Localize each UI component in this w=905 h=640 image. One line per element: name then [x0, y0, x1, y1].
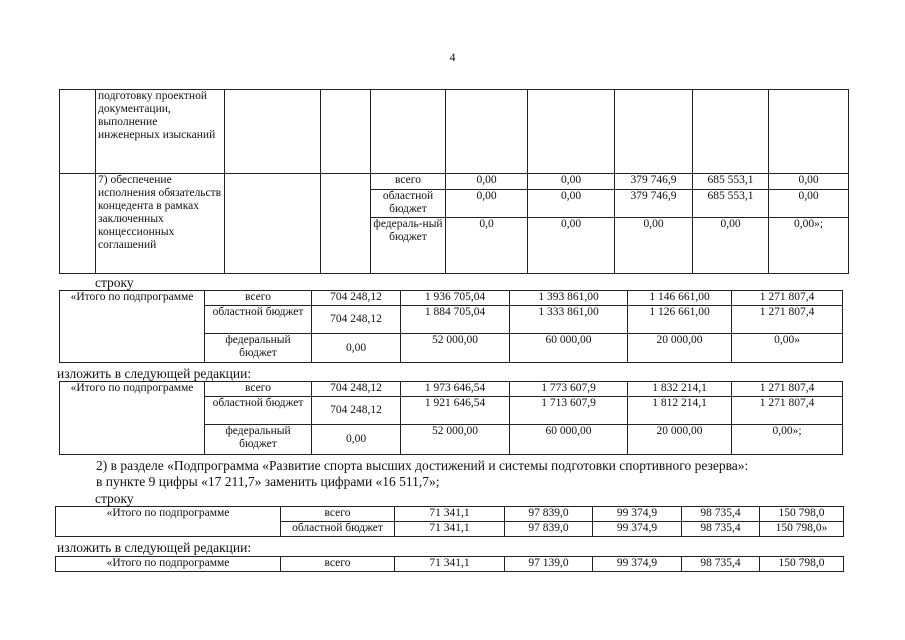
table-row: [60, 174, 849, 190]
cell-value: 98 735,4: [682, 522, 760, 537]
cell-value: 1 146 661,00: [628, 291, 732, 306]
cell-value: 0,00: [615, 218, 693, 274]
cell-value: 0,00»: [732, 334, 843, 363]
funding-label: всего: [371, 174, 446, 190]
cell-value: 99 374,9: [593, 557, 682, 572]
caption-row: строку: [95, 491, 134, 506]
cell-value: 99 374,9: [593, 522, 682, 537]
cell-value: 0,00: [312, 425, 401, 455]
table-row: [56, 557, 844, 572]
activity-description: 7) обеспечение исполнения обязательств концедента в рамках заключенных концессионных соглашений: [96, 174, 225, 274]
row-name: «Итого по подпрограмме: [60, 291, 205, 363]
row-name: «Итого по подпрограмме: [56, 557, 281, 572]
funding-label: областной бюджет: [205, 397, 312, 425]
funding-label: всего: [281, 507, 395, 522]
cell-value: 379 746,9: [615, 190, 693, 218]
cell-value: 1 884 705,04: [401, 306, 510, 334]
cell-value: 0,00: [769, 190, 849, 218]
row-name: «Итого по подпрограмме: [60, 382, 205, 455]
cell-value: 0,00: [446, 174, 528, 190]
cell-value: 0,0: [446, 218, 528, 274]
cell-value: 379 746,9: [615, 174, 693, 190]
cell-value: 0,00»;: [732, 425, 843, 455]
paragraph-section-2: [96, 458, 836, 490]
activity-description: подготовку проектной документации, выполнение инженерных изысканий: [96, 90, 225, 174]
funding-label: всего: [281, 557, 395, 572]
funding-label: федеральный бюджет: [205, 425, 312, 455]
funding-label: областной бюджет: [205, 306, 312, 334]
cell-value: 97 839,0: [505, 522, 593, 537]
cell-value: 60 000,00: [510, 425, 628, 455]
cell-value: 704 248,12: [312, 291, 401, 306]
cell-value: 98 735,4: [682, 557, 760, 572]
cell-value: 97 839,0: [505, 507, 593, 522]
caption-edit: изложить в следующей редакции:: [57, 540, 252, 555]
cell-value: 99 374,9: [593, 507, 682, 522]
cell-value: 98 735,4: [682, 507, 760, 522]
cell-value: 685 553,1: [693, 174, 769, 190]
cell-value: 0,00: [769, 174, 849, 190]
cell-value: 1 271 807,4: [732, 382, 843, 397]
funding-label: всего: [205, 382, 312, 397]
funding-label: всего: [205, 291, 312, 306]
paragraph-line: 2) в разделе «Подпрограмма «Развитие спорта высших достижений и системы подготовки спортивного резерва»:: [96, 458, 749, 473]
table-subtotal-new: [59, 381, 843, 455]
table-subtotal-old: [59, 290, 843, 363]
table-sport-subtotal-old: [55, 506, 844, 537]
cell-value: 20 000,00: [628, 425, 732, 455]
funding-label: федеральный бюджет: [205, 334, 312, 363]
table-program-activities: [59, 89, 849, 274]
cell-value: 60 000,00: [510, 334, 628, 363]
cell-value: 1 773 607,9: [510, 382, 628, 397]
table-sport-subtotal-new: [55, 556, 844, 572]
cell-value: 1 921 646,54: [401, 397, 510, 425]
table-row: [60, 90, 849, 174]
cell-value: 150 798,0: [760, 557, 844, 572]
cell-value: 20 000,00: [628, 334, 732, 363]
cell-value: 704 248,12: [312, 306, 401, 334]
cell-value: 1 936 705,04: [401, 291, 510, 306]
table-row: [60, 291, 843, 306]
cell-value: 71 341,1: [395, 557, 505, 572]
cell-value: 1 812 214,1: [628, 397, 732, 425]
cell-value: 0,00: [312, 334, 401, 363]
cell-value: 704 248,12: [312, 397, 401, 425]
cell-value: 0,00: [446, 190, 528, 218]
cell-value: 71 341,1: [395, 507, 505, 522]
page-number: 4: [449, 50, 456, 64]
cell-value: 0,00: [528, 218, 615, 274]
cell-value: 685 553,1: [693, 190, 769, 218]
table-row: [56, 507, 844, 522]
cell-value: 97 139,0: [505, 557, 593, 572]
cell-value: 150 798,0: [760, 507, 844, 522]
caption-edit: изложить в следующей редакции:: [57, 366, 252, 381]
cell-value: 0,00: [528, 190, 615, 218]
cell-value: 1 271 807,4: [732, 291, 843, 306]
paragraph-line: в пункте 9 цифры «17 211,7» заменить цифрами «16 511,7»;: [96, 474, 440, 489]
cell-value: 52 000,00: [401, 334, 510, 363]
cell-value: 52 000,00: [401, 425, 510, 455]
cell-value: 1 271 807,4: [732, 397, 843, 425]
cell-value: 71 341,1: [395, 522, 505, 537]
cell-value: 1 393 861,00: [510, 291, 628, 306]
cell-value: 0,00: [528, 174, 615, 190]
funding-label: областной бюджет: [371, 190, 446, 218]
cell-value: 0,00: [693, 218, 769, 274]
funding-label: областной бюджет: [281, 522, 395, 537]
cell-value: 1 832 214,1: [628, 382, 732, 397]
caption-row: строку: [95, 275, 134, 290]
cell-value: 0,00»;: [769, 218, 849, 274]
cell-value: 1 271 807,4: [732, 306, 843, 334]
row-name: «Итого по подпрограмме: [56, 507, 281, 537]
cell-value: 150 798,0»: [760, 522, 844, 537]
cell-value: 1 973 646,54: [401, 382, 510, 397]
cell-value: 1 126 661,00: [628, 306, 732, 334]
cell-value: 704 248,12: [312, 382, 401, 397]
cell-value: 1 333 861,00: [510, 306, 628, 334]
cell-value: 1 713 607,9: [510, 397, 628, 425]
funding-label: федераль-ный бюджет: [371, 218, 446, 274]
table-row: [60, 382, 843, 397]
